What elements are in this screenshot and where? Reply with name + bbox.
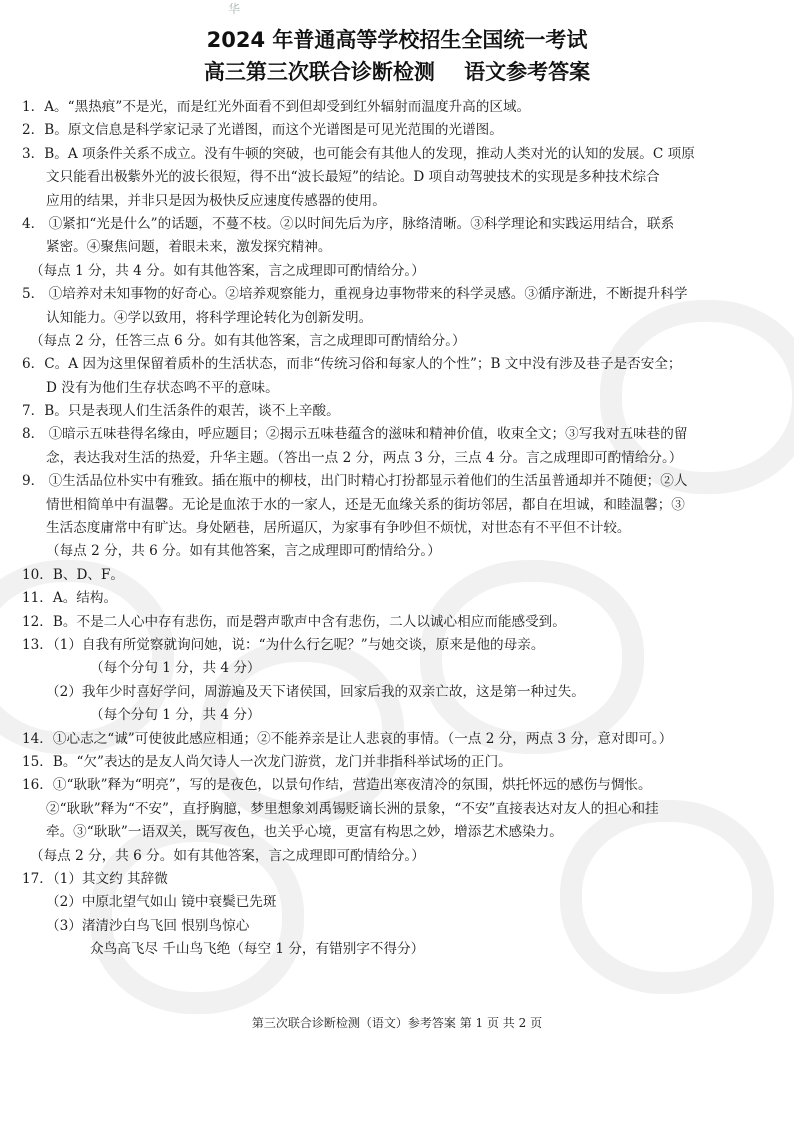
answer-line: 5． ①培养对未知事物的好奇心。②培养观察能力，重视身边事物带来的科学灵感。③循序渐进，不断提升科学 bbox=[22, 286, 688, 303]
answer-line: 情世相简单中有温馨。无论是血浓于水的一家人，还是无血缘关系的街坊邻居，都自在坦诚，和睦温馨；③ bbox=[46, 496, 685, 513]
document-title-line-2: 高三第三次联合诊断检测 语文参考答案 bbox=[203, 60, 591, 84]
answer-line: 3．B。A 项条件关系不成立。没有牛顿的突破，也可能会有其他人的发现，推动人类对光的认知的发展。C 项原 bbox=[22, 145, 695, 162]
answer-line: 2．B。原文信息是科学家记录了光谱图，而这个光谱图是可见光范围的光谱图。 bbox=[22, 122, 503, 139]
answer-line: 众鸟高飞尽 千山鸟飞绝（每空 1 分，有错别字不得分） bbox=[90, 941, 425, 958]
document-title-line-1: 2024 年普通高等学校招生全国统一考试 bbox=[206, 28, 588, 52]
answer-line: 1．A。“黑热痕”不是光，而是红光外面看不到但却受到红外辐射而温度升高的区域。 bbox=[22, 99, 531, 115]
answer-line: 8． ①暗示五味巷得名缘由，呼应题目；②揭示五味巷蕴含的滋味和精神价值，收束全文；③写我对五味巷的留 bbox=[22, 426, 688, 443]
answer-line: 紧密。④聚焦问题，着眼未来，激发探究精神。 bbox=[46, 239, 332, 256]
answer-line: ②“耿耿”释为“不安”，直抒胸臆，梦里想象刘禹锡贬谪长洲的景象，“不安”直接表达对友人的担心和挂 bbox=[46, 800, 659, 817]
answer-line: 念，表达我对生活的热爱，升华主题。（答出一点 2 分，两点 3 分，三点 4 分。言之成理即可酌情给分。） bbox=[46, 449, 683, 466]
answer-line: 11．A。结构。 bbox=[22, 590, 118, 607]
answer-line: （每点 2 分，共 6 分。如有其他答案，言之成理即可酌情给分。） bbox=[30, 847, 425, 864]
answer-line: （每个分句 1 分，共 4 分） bbox=[90, 707, 261, 724]
page-footer: 第三次联合诊断检测（语文）参考答案 第 1 页 共 2 页 bbox=[251, 1016, 543, 1030]
answer-line: （每点 2 分，任答三点 6 分。如有其他答案，言之成理即可酌情给分。） bbox=[30, 332, 466, 349]
answer-line: 17．（1）其文约 其辞微 bbox=[22, 870, 168, 887]
answer-line: 13．（1）自我有所觉察就询问她，说：“为什么行乞呢？”与她交谈，原来是他的母亲。 bbox=[22, 636, 545, 653]
answer-line: 7．B。只是表现人们生活条件的艰苦，谈不上辛酸。 bbox=[22, 403, 340, 420]
answer-line: 应用的结果，并非只是因为极快反应速度传感器的使用。 bbox=[46, 192, 386, 209]
answer-line: 16．①“耿耿”释为“明亮”，写的是夜色，以景句作结，营造出寒夜清冷的氛围，烘托怀远的感伤与惆怅。 bbox=[22, 777, 652, 794]
answer-line: 生活态度庸常中有旷达。身处陋巷，居所逼仄，为家事有争吵但不烦忧，对世态有不平但不计较。 bbox=[46, 520, 631, 537]
answer-line: （每点 1 分，共 4 分。如有其他答案，言之成理即可酌情给分。） bbox=[30, 262, 425, 279]
answer-line: D 没有为他们生存状态鸣不平的意味。 bbox=[46, 379, 279, 396]
answer-line: 牵。③“耿耿”一语双关，既写夜色，也关乎心境，更富有构思之妙，增添艺术感染力。 bbox=[46, 824, 563, 841]
answer-line: 9． ①生活品位朴实中有雅致。插在瓶中的柳枝，出门时精心打扮都显示着他们的生活虽普通却并不随便；②人 bbox=[22, 473, 688, 490]
answer-line: （3）渚清沙白鸟飞回 恨别鸟惊心 bbox=[46, 917, 250, 934]
answer-line: （每点 2 分，共 6 分。如有其他答案，言之成理即可酌情给分。） bbox=[46, 543, 441, 560]
answer-line: （2）中原北望气如山 镜中衰鬓已先斑 bbox=[46, 894, 277, 911]
answer-line: 文只能看出极紫外光的波长很短，得不出“波长最短”的结论。D 项自动驾驶技术的实现是多种技术综合 bbox=[46, 169, 660, 186]
header-mark: 华 bbox=[228, 2, 242, 16]
answer-line: （每个分句 1 分，共 4 分） bbox=[90, 660, 261, 677]
answer-line: 12．B。不是二人心中存有悲伤，而是磬声歌声中含有悲伤，二人以诚心相应而能感受到。 bbox=[22, 613, 566, 630]
answer-line: 4． ①紧扣“光是什么”的话题，不蔓不枝。②以时间先后为序，脉络清晰。③科学理论和实践运用结合，联系 bbox=[22, 215, 675, 232]
answer-line: 15．B。“欠”表达的是友人尚欠诗人一次龙门游赏，龙门并非指科举试场的正门。 bbox=[22, 753, 512, 770]
answer-line: 6．C。A 因为这里保留着质朴的生活状态，而非“传统习俗和每家人的个性”；B 文中没有涉及巷子是否安全； bbox=[22, 356, 682, 373]
answer-body bbox=[22, 96, 744, 961]
answer-line: （2）我年少时喜好学问，周游遍及天下诸侯国，回家后我的双亲亡故，这是第一种过失。 bbox=[46, 683, 585, 700]
answer-line: 认知能力。④学以致用，将科学理论转化为创新发明。 bbox=[46, 309, 373, 326]
answer-line: 10．B、D、F。 bbox=[22, 566, 124, 583]
answer-line: 14．①心志之“诚”可使彼此感应相通；②不能养亲是让人悲哀的事情。（一点 2 分，两点 3 分，意对即可。） bbox=[22, 730, 673, 747]
